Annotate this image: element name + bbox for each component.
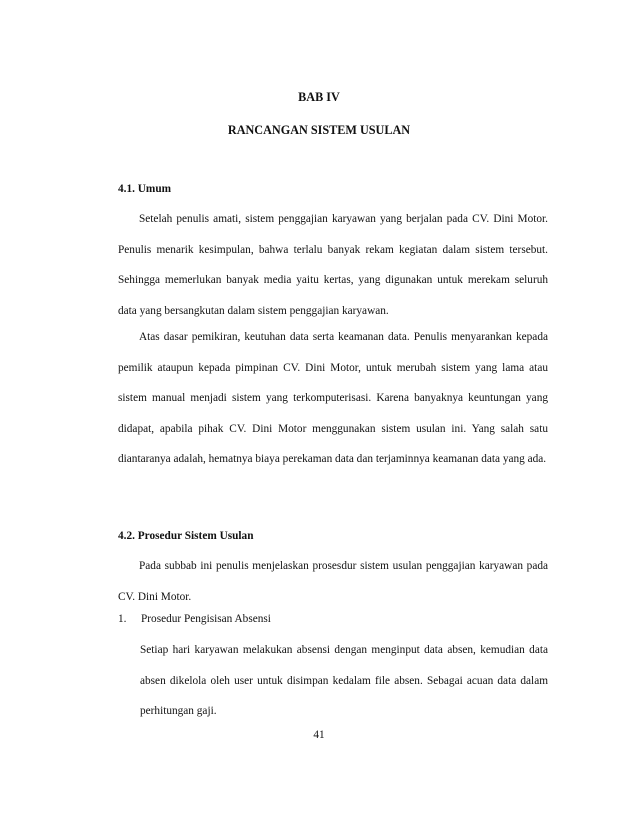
paragraph — [118, 551, 548, 612]
chapter-number: BAB IV — [298, 90, 340, 104]
paragraph-text: Setiap hari karyawan melakukan absensi dengan menginput data absen, kemudian data absen dikelola oleh user untuk disimpan kedalam file absen. Sebagai acuan data dalam perhitungan gaji. — [140, 644, 548, 717]
paragraph — [118, 322, 548, 475]
chapter-title: RANCANGAN SISTEM USULAN — [227, 123, 411, 137]
list-item-label: Prosedur Pengisisan Absensi — [141, 613, 271, 625]
paragraph-text: Pada subbab ini penulis menjelaskan prosesdur sistem usulan penggajian karyawan pada CV. Dini Motor. — [118, 560, 548, 603]
list-item-number: 1. — [118, 613, 127, 625]
paragraph-text: Atas dasar pemikiran, keutuhan data serta keamanan data. Penulis menyarankan kepada pemilik ataupun kepada pimpinan CV. Dini Motor, untuk merubah sistem yang lama atau sistem manual menjadi sistem yang terkomputerisasi. Karena banyaknya keuntungan yang didapat, apabila pihak CV. Dini Motor menggunakan sistem usulan ini. Yang salah satu diantaranya adalah, hematnya biaya perekaman data dan terjaminnya keamanan data yang ada. — [118, 331, 548, 465]
section-heading-umum: 4.1. Umum — [118, 183, 172, 195]
paragraph — [118, 204, 548, 326]
page-number: 41 — [313, 729, 325, 741]
section-heading-prosedur: 4.2. Prosedur Sistem Usulan — [118, 530, 254, 542]
paragraph-text: Setelah penulis amati, sistem penggajian karyawan yang berjalan pada CV. Dini Motor. Penulis menarik kesimpulan, bahwa terlalu banyak rekam kegiatan dalam sistem tersebut. Sehingga memerlukan banyak media yaitu kertas, yang digunakan untuk merekam seluruh data yang bersangkutan dalam sistem penggajian karyawan. — [118, 213, 548, 317]
list-item-paragraph — [140, 635, 548, 727]
